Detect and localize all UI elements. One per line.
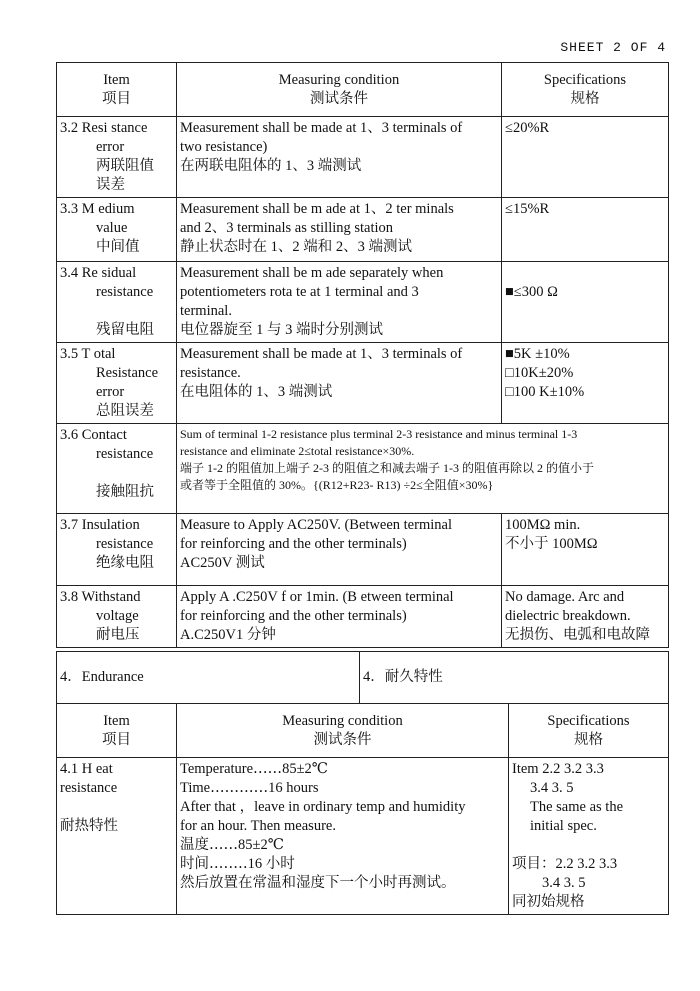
specification-table-3 — [56, 62, 669, 648]
row-item: 4.1 H eat resistance 耐热特性 — [57, 758, 177, 915]
row-item: 3.4 Re sidual resistance 残留电阻 — [57, 262, 177, 343]
table-header-row — [57, 63, 669, 117]
item-name: Withstand — [81, 589, 141, 605]
row-item: 3.7 Insulation resistance 绝缘电阻 — [57, 514, 177, 586]
item-name: T otal — [81, 346, 116, 362]
row-condition: Measurement shall be made at 1、3 terminals of two resistance) 在两联电阻体的 1、3 端测试 — [177, 117, 502, 198]
table-row — [57, 198, 669, 262]
header-item: Item 项目 — [57, 63, 177, 117]
table-row — [57, 262, 669, 343]
sheet-number: SHEET 2 OF 4 — [560, 40, 666, 55]
item-name: Contact — [81, 427, 127, 443]
item-name: Insulation — [81, 517, 140, 533]
row-condition: Temperature‥‥‥85±2℃ Time‥‥‥‥‥‥16 hours After that ，leave in ordinary temp and humidity for an hour. Then measure. 温度‥‥‥85±2℃ 时间‥‥‥‥16 小时 然后放置在常温和湿度下一个小时再测试。 — [177, 758, 509, 915]
row-specification: No damage. Arc and dielectric breakdown. 无损伤、电弧和电故障 — [502, 586, 669, 648]
header-specifications: Specifications 规格 — [502, 63, 669, 117]
row-item: 3.3 M edium value 中间值 — [57, 198, 177, 262]
specification-table-4 — [56, 703, 669, 915]
header-condition: Measuring condition 测试条件 — [177, 63, 502, 117]
header-item: Item 项目 — [57, 704, 177, 758]
item-number: 3.7 — [60, 517, 79, 533]
item-number: 3.5 — [60, 346, 79, 362]
endurance-title-cn: 4．耐久特性 — [360, 652, 669, 704]
row-condition: Sum of terminal 1-2 resistance plus terminal 2-3 resistance and minus terminal 1-3 resistance and eliminate 2≤total resistance×30%. 端子 1-2 的阻值加上端子 2-3 的阻值之和减去端子 1-3 的阻值再除以 2 的值小于 或者等于全阻值的 30%。{(R12+R23- R13) ÷2≤全阻值×30%} — [177, 424, 669, 514]
row-condition: Measure to Apply AC250V. (Between terminal for reinforcing and the other terminals) AC250V 测试 — [177, 514, 502, 586]
endurance-section — [56, 651, 669, 704]
table-row — [57, 514, 669, 586]
header-specifications: Specifications 规格 — [509, 704, 669, 758]
row-specification: 100MΩ min. 不小于 100MΩ — [502, 514, 669, 586]
item-name: M edium — [81, 201, 135, 217]
item-name: Resi stance — [81, 120, 148, 136]
endurance-title-en: 4．Endurance — [57, 652, 360, 704]
header-condition: Measuring condition 测试条件 — [177, 704, 509, 758]
table-row — [57, 117, 669, 198]
row-specification: ≤15%R — [502, 198, 669, 262]
row-condition: Measurement shall be made at 1、3 terminals of resistance. 在电阻体的 1、3 端测试 — [177, 343, 502, 424]
table-row — [57, 343, 669, 424]
item-number: 3.6 — [60, 427, 79, 443]
row-item: 3.6 Contact resistance 接触阻抗 — [57, 424, 177, 514]
item-number: 3.4 — [60, 265, 79, 281]
row-specification: ■5K ±10% □10K±20% □100 K±10% — [502, 343, 669, 424]
row-item: 3.2 Resi stance error 两联阻值 误差 — [57, 117, 177, 198]
table-header-row — [57, 704, 669, 758]
row-condition: Apply A .C250V f or 1min. (B etween terminal for reinforcing and the other terminals) A.C250V1 分钟 — [177, 586, 502, 648]
row-item: 3.8 Withstand voltage 耐电压 — [57, 586, 177, 648]
item-number: 3.3 — [60, 201, 79, 217]
item-name: Re sidual — [81, 265, 137, 281]
table-row — [57, 758, 669, 915]
row-condition: Measurement shall be m ade separately when potentiometers rota te at 1 terminal and 3 terminal. 电位器旋至 1 与 3 端时分别测试 — [177, 262, 502, 343]
item-number: 3.2 — [60, 120, 79, 136]
row-item: 3.5 T otal Resistance error 总阻误差 — [57, 343, 177, 424]
item-number: 3.8 — [60, 589, 79, 605]
table-row — [57, 586, 669, 648]
row-specification: ■≤300 Ω — [502, 262, 669, 343]
row-condition: Measurement shall be m ade at 1、2 ter minals and 2、3 terminals as stilling station 静止状态时在 1、2 端和 2、3 端测试 — [177, 198, 502, 262]
table-row — [57, 424, 669, 514]
row-specification: Item 2.2 3.2 3.3 3.4 3. 5 The same as the initial spec. 项目：2.2 3.2 3.3 3.4 3. 5 同初始规格 — [509, 758, 669, 915]
row-specification: ≤20%R — [502, 117, 669, 198]
